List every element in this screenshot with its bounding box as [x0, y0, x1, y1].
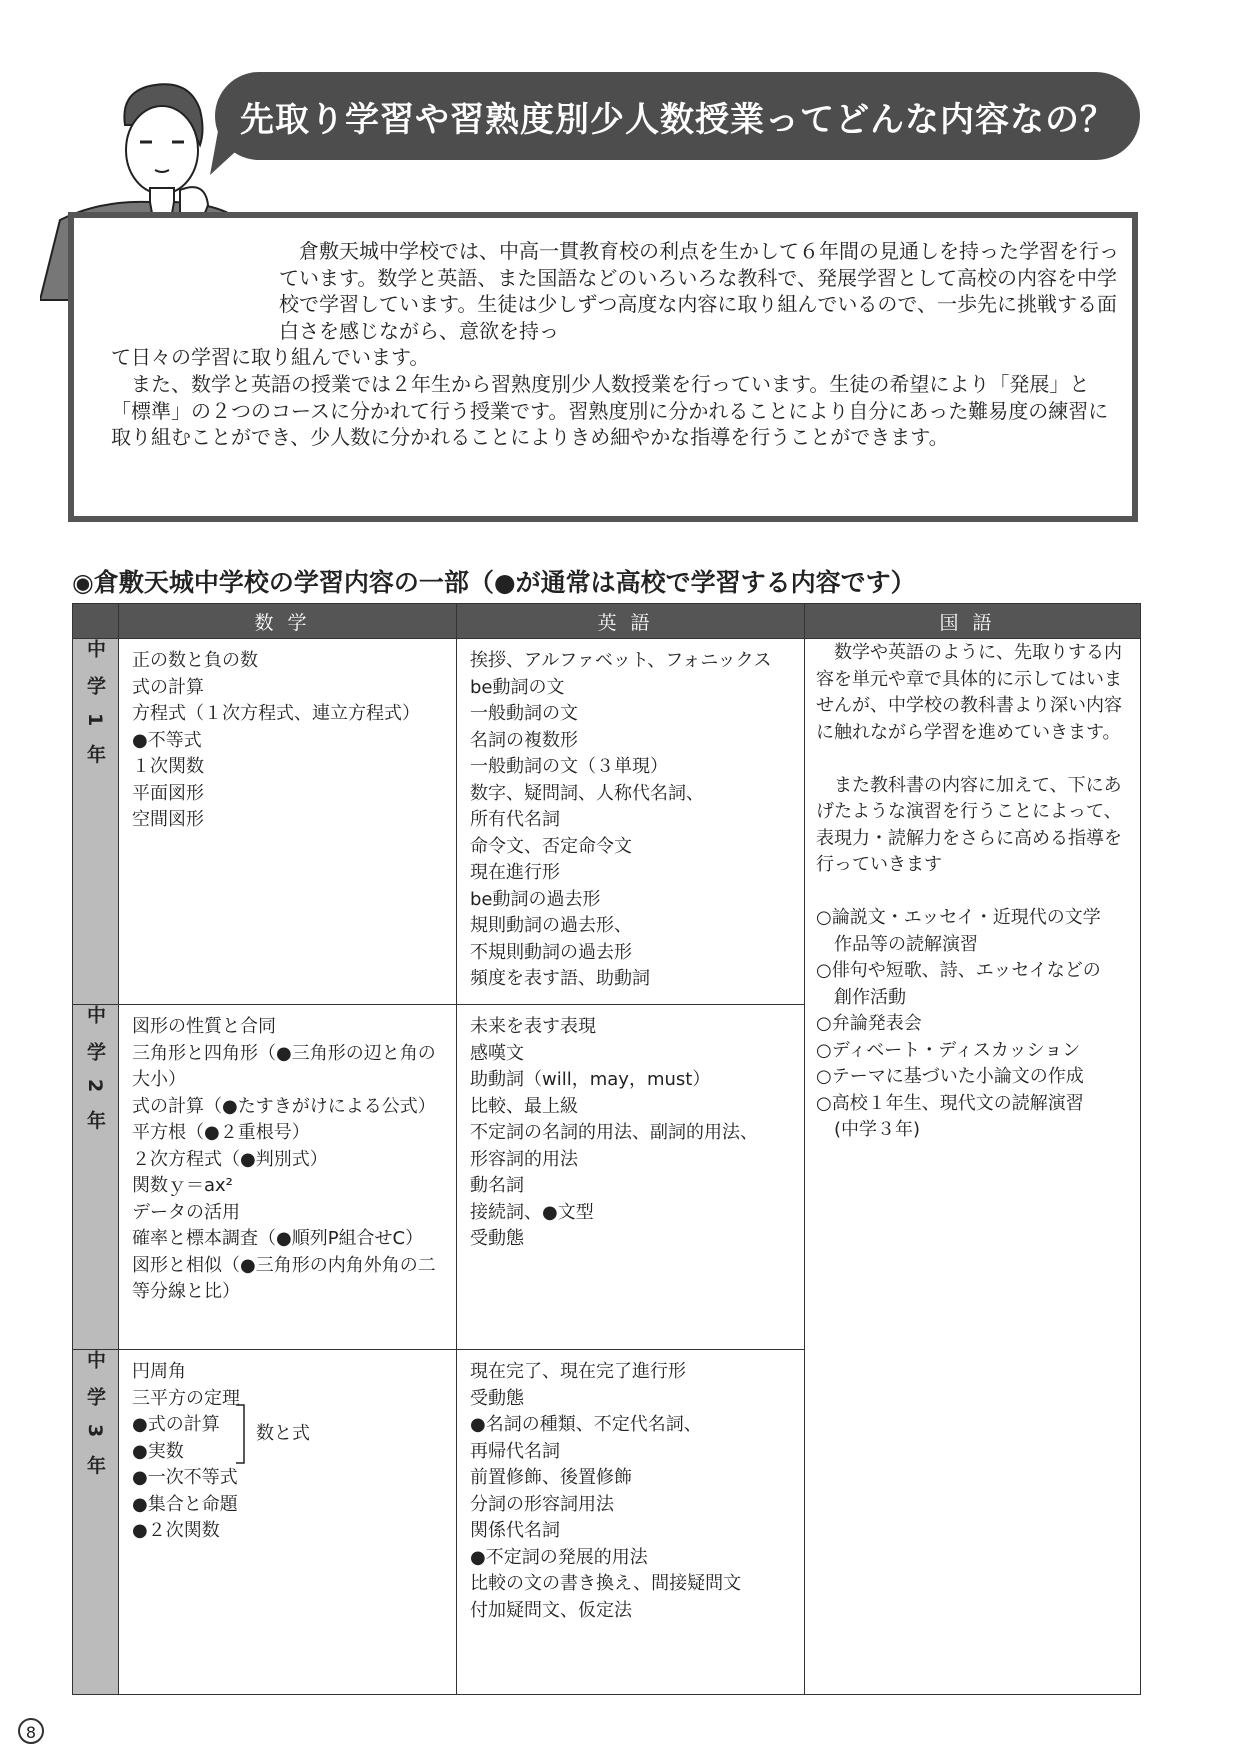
math-year2 — [119, 1005, 457, 1350]
english-year3-content: 現在完了、現在完了進行形 受動態 ●名詞の種類、不定代名詞、 再帰代名詞 前置修飾、後置修飾 分詞の形容詞用法 関係代名詞 ●不定詞の発展的用法 比較の文の書き換え、間接疑問文 付加疑問文、仮定法 — [470, 1361, 742, 1621]
bracket-icon — [236, 1403, 248, 1465]
page-title: 先取り学習や習熟度別少人数授業ってどんな内容なの？ — [240, 99, 1115, 140]
japanese-all-years — [805, 639, 1141, 1695]
japanese-content: 数学や英語のように、先取りする内容を単元や章で具体的に示してはいませんが、中学校の教科書より深い内容に触れながら学習を進めていきます。 また教科書の内容に加えて、下にあげたような演習を行うことによって、表現力・読解力をさらに高める指導を行っていきます ○論説文・エッセイ・近現代の文学 作品等の読解演習 ○俳句や短歌、詩、エッセイなどの 創作活動 ○弁論発表会 ○ディベート・ディスカッション ○テーマに基づいた小論文の作成 ○高校１年生、現代文の読解演習 (中学３年) — [816, 642, 1122, 1140]
intro-box — [68, 212, 1138, 522]
intro-paragraph-1: 倉敷天城中学校では、中高一貫教育校の利点を生かして６年間の見通しを持った学習を行っています。数学と英語、また国語などのいろいろな教科で、発展学習として高校の内容を中学校で学習しています。生徒は少しずつ高度な内容に取り組んでいるので、一歩先に挑戦する面白さを感じながら、意欲を持っ — [279, 239, 1119, 343]
header-math: 数学 — [119, 604, 457, 639]
bracket-label: 数と式 — [256, 1423, 310, 1444]
table-corner — [73, 604, 119, 639]
math-year3-content: 円周角 三平方の定理 ●式の計算 ●実数 ●一次不等式 ●集合と命題 ●２次関数 — [132, 1361, 240, 1541]
intro-paragraph-1-tail: て日々の学習に取り組んでいます。 — [111, 345, 430, 369]
year-label-3: 中学3年 — [73, 1350, 119, 1695]
math-year2-content: 図形の性質と合同 三角形と四角形（●三角形の辺と角の大小） 式の計算（●たすきがけによる公式） 平方根（●２重根号） ２次方程式（●判別式） 関数ｙ＝ax² データの活用 確率と標本調査（●順列P組合せC） 図形と相似（●三角形の内角外角の二等分線と比） — [132, 1016, 436, 1302]
english-year3 — [457, 1350, 805, 1695]
english-year1-content: 挨拶、アルファベット、フォニックス be動詞の文 一般動詞の文 名詞の複数形 一般動詞の文（３単現） 数字、疑問詞、人称代名詞、 所有代名詞 命令文、否定命令文 現在進行形 be動詞の過去形 規則動詞の過去形、 不規則動詞の過去形 頻度を表す語、助動詞 — [470, 650, 772, 989]
table-header-row — [73, 604, 1141, 639]
year-label-2: 中学2年 — [73, 1005, 119, 1350]
math-year1 — [119, 639, 457, 1005]
page-number: 8 — [18, 1718, 44, 1744]
header-english: 英語 — [457, 604, 805, 639]
math-year1-content: 正の数と負の数 式の計算 方程式（１次方程式、連立方程式） ●不等式 １次関数 平面図形 空間図形 — [132, 650, 420, 830]
english-year1 — [457, 639, 805, 1005]
table-row-year1 — [73, 639, 1141, 1005]
year-label-1: 中学1年 — [73, 639, 119, 1005]
intro-paragraph-2: また、数学と英語の授業では２年生から習熟度別少人数授業を行っています。生徒の希望により「発展」と「標準」の２つのコースに分かれて行う授業です。習熟度別に分かれることにより自分にあった難易度の練習に取り組むことができ、少人数に分かれることによりきめ細やかな指導を行うことができます。 — [111, 372, 1109, 450]
speech-bubble-header — [215, 72, 1140, 160]
curriculum-table — [72, 603, 1141, 1695]
english-year2-content: 未来を表す表現 感嘆文 助動詞（will，may，must） 比較、最上級 不定詞の名詞的用法、副詞的用法、 形容詞的用法 動名詞 接続詞、●文型 受動態 — [470, 1016, 758, 1249]
header-japanese: 国語 — [805, 604, 1141, 639]
english-year2 — [457, 1005, 805, 1350]
section-heading: ◉倉敷天城中学校の学習内容の一部（●が通常は高校で学習する内容です） — [72, 568, 916, 597]
math-year3 — [119, 1350, 457, 1695]
